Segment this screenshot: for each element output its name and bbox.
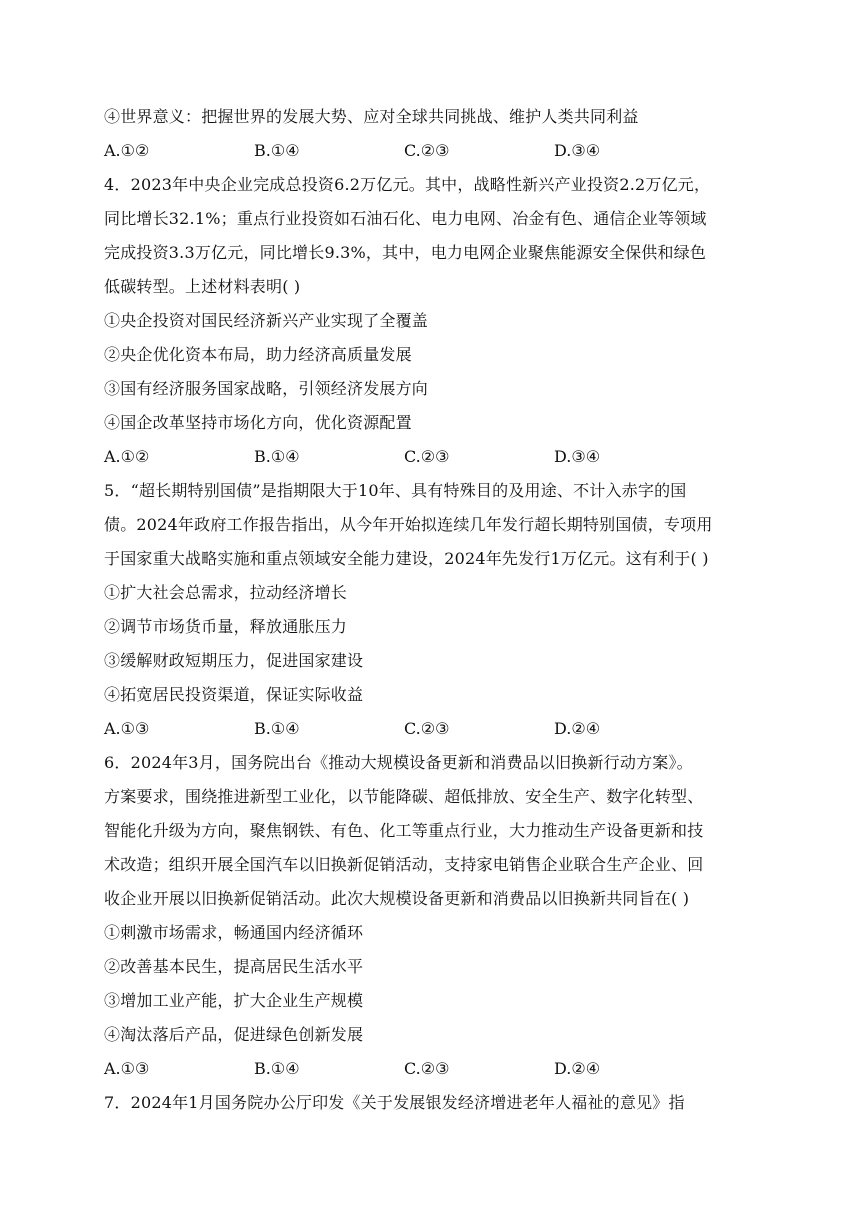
question-stem-line: 收企业开展以旧换新促销活动。此次大规模设备更新和消费品以旧换新共同旨在( ) — [104, 889, 690, 908]
question-stem-line: 于国家重大战略实施和重点领域安全能力建设，2024年先发行1万亿元。这有利于( ) — [104, 549, 709, 568]
option-b: B.①④ — [254, 1059, 300, 1078]
question-6 — [104, 746, 764, 1086]
option-b: B.①④ — [254, 447, 300, 466]
question-stem-line: 债。2024年政府工作报告指出，从今年开始拟连续几年发行超长期特别国债，专项用 — [104, 515, 713, 534]
question-stem-line: 方案要求，围绕推进新型工业化，以节能降碳、超低排放、安全生产、数字化转型、 — [104, 787, 704, 806]
option-c: C.②③ — [404, 447, 450, 466]
question-stem-line: 低碳转型。上述材料表明( ) — [104, 277, 301, 296]
statement-item: ②改善基本民生，提高居民生活水平 — [104, 957, 364, 976]
statement-item: ②央企优化资本布局，助力经济高质量发展 — [104, 345, 412, 364]
option-a: A.①② — [104, 141, 150, 160]
statement-item: ④拓宽居民投资渠道，保证实际收益 — [104, 685, 364, 704]
option-d: D.③④ — [554, 141, 601, 160]
statement-item: ①扩大社会总需求，拉动经济增长 — [104, 583, 348, 602]
option-a: A.①② — [104, 447, 150, 466]
options-row — [104, 712, 764, 746]
question-stem-line: 智能化升级为方向，聚焦钢铁、有色、化工等重点行业，大力推动生产设备更新和技 — [104, 821, 704, 840]
statement-item: ③增加工业产能，扩大企业生产规模 — [104, 991, 364, 1010]
statement-item: ①央企投资对国民经济新兴产业实现了全覆盖 — [104, 311, 429, 330]
option-d: D.②④ — [554, 719, 601, 738]
question-stem-line: 6．2024年3月，国务院出台《推动大规模设备更新和消费品以旧换新行动方案》。 — [104, 753, 693, 772]
question-content — [104, 100, 764, 1120]
question-7-stem-line: 7．2024年1月国务院办公厅印发《关于发展银发经济增进老年人福祉的意见》指 — [104, 1093, 685, 1112]
option-d: D.③④ — [554, 447, 601, 466]
option-c: C.②③ — [404, 719, 450, 738]
statement-item: ③缓解财政短期压力，促进国家建设 — [104, 651, 364, 670]
options-row-q3 — [104, 134, 764, 168]
statement-item: ④国企改革坚持市场化方向，优化资源配置 — [104, 413, 412, 432]
option-c: C.②③ — [404, 141, 450, 160]
statement-item: ③国有经济服务国家战略，引领经济发展方向 — [104, 379, 429, 398]
statement-item: ②调节市场货币量，释放通胀压力 — [104, 617, 348, 636]
statement-item: ④淘汰落后产品，促进绿色创新发展 — [104, 1025, 364, 1044]
question-stem-line: 同比增长32.1%；重点行业投资如石油石化、电力电网、冶金有色、通信企业等领域 — [104, 209, 707, 228]
question-stem-line: 4．2023年中央企业完成总投资6.2万亿元。其中，战略性新兴产业投资2.2万亿元， — [104, 175, 711, 194]
item-4-world-significance: ④世界意义：把握世界的发展大势、应对全球共同挑战、维护人类共同利益 — [104, 107, 639, 126]
question-4 — [104, 168, 764, 474]
option-c: C.②③ — [404, 1059, 450, 1078]
options-row — [104, 440, 764, 474]
option-b: B.①④ — [254, 719, 300, 738]
option-a: A.①③ — [104, 719, 150, 738]
option-d: D.②④ — [554, 1059, 601, 1078]
question-5 — [104, 474, 764, 746]
question-stem-line: 完成投资3.3万亿元，同比增长9.3%，其中，电力电网企业聚焦能源安全保供和绿色 — [104, 243, 707, 262]
option-a: A.①③ — [104, 1059, 150, 1078]
question-stem-line: 5．“超长期特别国债”是指期限大于10年、具有特殊目的及用途、不计入赤字的国 — [104, 481, 687, 500]
option-b: B.①④ — [254, 141, 300, 160]
question-stem-line: 术改造；组织开展全国汽车以旧换新促销活动，支持家电销售企业联合生产企业、回 — [104, 855, 704, 874]
options-row — [104, 1052, 764, 1086]
statement-item: ①刺激市场需求，畅通国内经济循环 — [104, 923, 364, 942]
